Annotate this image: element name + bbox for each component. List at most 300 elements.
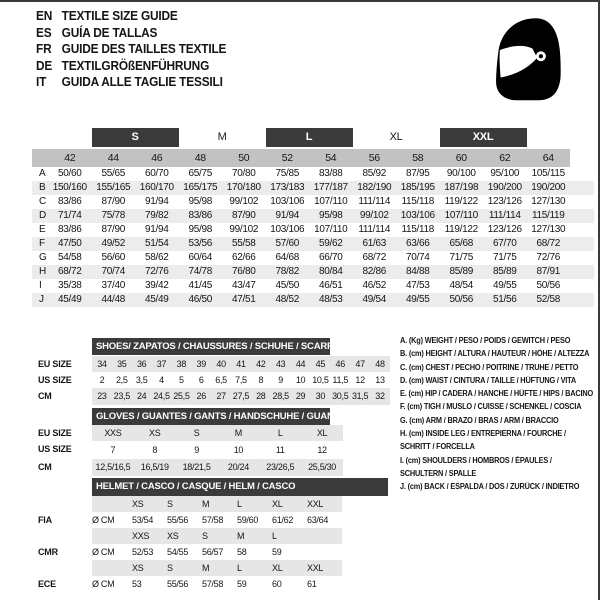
size-value: 10 — [233, 445, 244, 455]
legend-line: F. (cm) TIGH / MUSLO / CUISSE / SCHENKEL / COSCIA — [400, 402, 582, 412]
size-group-s: S — [92, 128, 179, 148]
size-value: 68/72 — [48, 265, 92, 279]
eu-size-48: 48 — [179, 148, 223, 167]
row-filler — [570, 167, 594, 181]
size-value: 170/180 — [222, 181, 266, 195]
size-value: 40 — [216, 359, 226, 369]
helmet-size-value: 57/58 — [202, 515, 224, 525]
gloves-section-header: GLOVES / GUANTES / GANTS / HANDSCHUHE / GUANTI — [92, 408, 330, 425]
size-value: 91/94 — [144, 196, 169, 207]
size-value: 68/72 — [362, 252, 387, 263]
size-value: 32 — [375, 391, 385, 401]
size-value: 74/78 — [179, 265, 223, 279]
size-value: 190/200 — [483, 181, 527, 195]
eu-size-64: 64 — [527, 148, 571, 167]
size-value: 150/160 — [48, 181, 92, 195]
size-value: 83/88 — [318, 168, 343, 179]
size-value: 87/95 — [405, 168, 430, 179]
size-group-m: M — [179, 128, 266, 148]
size-value: 44 — [295, 359, 306, 369]
row-label: G — [39, 252, 47, 263]
standard-label-fia: FIA — [38, 515, 52, 525]
size-value: 47/50 — [48, 237, 92, 251]
size-group-row — [32, 128, 594, 148]
size-value: 187/198 — [440, 181, 484, 195]
size-value: 44/48 — [92, 293, 136, 307]
legend-item — [400, 454, 600, 481]
legend-line: I. (cm) SHOULDERS / HOMBROS / ÉPAULES / — [400, 455, 552, 465]
size-value: 3,5 — [135, 375, 148, 385]
helmet-size-value: 56/57 — [202, 547, 224, 557]
helmet-size-value: 59 — [272, 547, 282, 557]
row-filler — [570, 293, 594, 307]
diameter-unit: Ø CM — [92, 515, 115, 525]
size-value: 82/86 — [353, 265, 397, 279]
row-label: I — [39, 280, 42, 291]
helmet-size-label: L — [272, 531, 277, 541]
size-value: 107/110 — [440, 209, 484, 223]
size-group-spacer — [527, 128, 571, 148]
size-value: 79/82 — [135, 209, 179, 223]
size-value: 48/52 — [266, 293, 310, 307]
helmet-sizes-row-fia — [92, 496, 342, 512]
size-value: 58/62 — [144, 252, 169, 263]
guide-title: GUÍA DE TALLAS — [61, 25, 158, 40]
size-value: 67/70 — [483, 237, 527, 251]
row-filler — [570, 265, 594, 279]
legend-item — [400, 361, 600, 374]
row-label: A — [39, 168, 46, 179]
size-value: 160/170 — [135, 181, 179, 195]
legend-item — [400, 374, 600, 387]
legend-line: C. (cm) CHEST / PECHO / POITRINE / TRUHE / PETTO — [400, 362, 579, 372]
unit-spacer — [92, 528, 132, 544]
size-value: 36 — [136, 359, 147, 369]
size-value: 70/74 — [405, 252, 430, 263]
size-value: 75/85 — [275, 168, 300, 179]
size-value: 12 — [355, 375, 365, 385]
size-value: 46 — [335, 359, 345, 369]
size-value: 115/119 — [527, 209, 571, 223]
legend-line: SCHRITT / FORCELLA — [400, 442, 475, 452]
size-value: 68/72 — [527, 237, 571, 251]
size-value: 80/84 — [309, 265, 353, 279]
size-value: 10 — [295, 375, 306, 385]
language-code: FR — [36, 42, 52, 56]
language-row — [36, 41, 226, 58]
helmet-size-label: XL — [272, 563, 283, 573]
legend-line: B. (cm) HEIGHT / ALTURA / HAUTEUR / HÖHE / ALTEZZA — [400, 349, 590, 359]
size-value: 60/70 — [144, 168, 169, 179]
measurement-row-E — [32, 223, 594, 237]
helmet-size-label: L — [237, 499, 242, 509]
size-value: 55/58 — [222, 237, 266, 251]
size-value: 83/86 — [57, 196, 82, 207]
size-value: 11 — [275, 445, 285, 455]
eu-size-50: 50 — [222, 148, 266, 167]
size-value: 49/52 — [92, 237, 136, 251]
size-value: 85/89 — [440, 265, 484, 279]
size-value: 85/89 — [483, 265, 527, 279]
size-value: 28,5 — [272, 391, 289, 401]
size-value: 34 — [97, 359, 107, 369]
legend-item — [400, 400, 600, 413]
side-label-us-size: US SIZE — [38, 444, 72, 454]
helmet-size-label: XXS — [132, 531, 150, 541]
helmet-size-value: 55/56 — [167, 579, 189, 589]
size-value: 59/62 — [309, 237, 353, 251]
size-row-cm — [92, 388, 390, 405]
helmet-size-value: 53 — [132, 579, 142, 589]
legend-line: E. (cm) HIP / CADERA / HANCHE / HÜFTE / HIPS / BACINO — [400, 389, 594, 399]
size-value: 9 — [194, 445, 199, 455]
eu-size-46: 46 — [135, 148, 179, 167]
size-value: 95/100 — [490, 168, 520, 179]
helmet-size-value: 61/62 — [272, 515, 294, 525]
legend-item — [400, 427, 600, 454]
size-value: 62/66 — [231, 252, 256, 263]
size-value: 45/49 — [135, 293, 179, 307]
eu-size-44: 44 — [92, 148, 136, 167]
language-row — [36, 8, 226, 25]
size-value: 46/51 — [318, 280, 343, 291]
size-value: 90/100 — [446, 168, 476, 179]
size-value: 41 — [236, 359, 246, 369]
size-value: 111/114 — [483, 209, 527, 223]
size-value: 61/63 — [353, 237, 397, 251]
legend-item — [400, 334, 600, 347]
size-value: 65/68 — [440, 237, 484, 251]
size-value: 41/45 — [188, 280, 213, 291]
size-value: 23 — [97, 391, 107, 401]
legend-item — [400, 480, 600, 493]
eu-size-60: 60 — [440, 148, 484, 167]
row-label: F — [32, 237, 48, 251]
size-value: 87/90 — [101, 196, 126, 207]
size-value: 28 — [256, 391, 266, 401]
size-value: 4 — [159, 375, 164, 385]
helmet-size-value: 59/60 — [237, 515, 259, 525]
helmet-size-label: L — [237, 563, 242, 573]
size-value: 85/92 — [362, 168, 387, 179]
size-value: 23,5 — [113, 391, 130, 401]
row-label: H — [32, 265, 48, 279]
side-label-eu-size: EU SIZE — [38, 359, 72, 369]
band-filler — [570, 148, 594, 167]
size-value: 83/86 — [57, 224, 82, 235]
size-row-us-size — [92, 441, 343, 459]
size-value: 99/102 — [229, 224, 259, 235]
legend-item — [400, 347, 600, 360]
size-value: 71/74 — [48, 209, 92, 223]
size-value: 103/106 — [396, 209, 440, 223]
size-group-l: L — [266, 128, 353, 148]
standard-label-cmr: CMR — [38, 547, 58, 557]
helmet-size-value: 54/55 — [167, 547, 189, 557]
size-row-eu-size — [92, 425, 343, 441]
guide-title: GUIDA ALLE TAGLIE TESSILI — [61, 75, 223, 89]
size-value: 107/110 — [314, 196, 348, 207]
size-value: 50/60 — [57, 168, 82, 179]
size-value: XL — [316, 428, 328, 438]
size-value: 127/130 — [531, 224, 566, 235]
helmet-size-label: M — [202, 563, 210, 573]
helmet-sizes-row-ece — [92, 560, 342, 576]
size-value: 50/56 — [440, 293, 484, 307]
size-value: XXS — [104, 428, 122, 438]
size-value: 29 — [295, 391, 306, 401]
size-value: 6,5 — [215, 375, 227, 385]
size-value: 66/70 — [318, 252, 343, 263]
size-value: 38 — [176, 359, 187, 369]
helmet-size-label: M — [202, 499, 210, 509]
helmet-size-value: 57/58 — [202, 579, 224, 589]
unit-spacer — [92, 496, 132, 512]
size-value: 10,5 — [312, 375, 329, 385]
eu-size-corner — [32, 148, 48, 167]
size-value: 30,5 — [332, 391, 349, 401]
size-value: 72/76 — [536, 252, 561, 263]
size-value: 46/50 — [179, 293, 223, 307]
size-value: 35 — [117, 359, 127, 369]
row-filler — [570, 251, 594, 265]
size-value: 123/126 — [487, 196, 522, 207]
size-value: 37 — [156, 359, 167, 369]
side-label-cm: CM — [38, 462, 52, 472]
size-value: 51/54 — [135, 237, 179, 251]
size-value: 105/115 — [531, 168, 565, 179]
size-value: 50/56 — [536, 280, 561, 291]
size-value: 111/114 — [358, 196, 391, 207]
helmet-section-header: HELMET / CASCO / CASQUE / HELM / CASCO — [92, 478, 388, 496]
size-value: 87/90 — [222, 209, 266, 223]
helmet-icon — [490, 15, 566, 105]
size-value: S — [193, 428, 200, 438]
measurement-row-I — [32, 279, 594, 293]
size-value: 76/80 — [222, 265, 266, 279]
helmet-size-label: XL — [272, 499, 283, 509]
size-value: 18/21,5 — [182, 462, 211, 472]
size-value: 70/74 — [92, 265, 136, 279]
eu-size-56: 56 — [353, 148, 397, 167]
size-group-xl: XL — [353, 128, 440, 148]
size-value: 45/50 — [275, 280, 300, 291]
size-value: 57/60 — [266, 237, 310, 251]
size-value: 7 — [110, 445, 116, 455]
size-value: 43 — [275, 359, 286, 369]
size-value: 2 — [99, 375, 105, 385]
guide-title: GUIDE DES TAILLES TEXTILE — [61, 42, 227, 56]
measurement-row-D — [32, 209, 594, 223]
helmet-size-label: XXL — [307, 563, 324, 573]
size-value: 39 — [196, 359, 206, 369]
eu-size-58: 58 — [396, 148, 440, 167]
size-value: 190/200 — [527, 181, 571, 195]
row-filler — [570, 279, 594, 293]
size-value: 49/55 — [492, 280, 517, 291]
size-value: 24 — [136, 391, 147, 401]
size-value: 25,5 — [173, 391, 190, 401]
size-value: 65/75 — [188, 168, 213, 179]
row-filler — [570, 237, 594, 251]
size-value: 31,5 — [351, 391, 369, 401]
size-value: 54/58 — [57, 252, 82, 263]
guide-title: TEXTILE SIZE GUIDE — [61, 9, 178, 23]
row-filler — [570, 223, 594, 237]
size-value: 107/110 — [314, 224, 348, 235]
side-label-eu-size: EU SIZE — [38, 428, 72, 438]
helmet-size-label: XS — [132, 499, 144, 509]
size-value: 71/75 — [492, 252, 517, 263]
size-value: 91/94 — [144, 224, 169, 235]
legend-line: G. (cm) ARM / BRAZO / BRAS / ARM / BRACCIO — [400, 415, 559, 425]
unit-spacer — [92, 560, 132, 576]
row-label: J — [32, 293, 48, 307]
size-value: 72/76 — [135, 265, 179, 279]
size-value: 2,5 — [115, 375, 128, 385]
diameter-unit: Ø CM — [92, 547, 115, 557]
textile-size-table — [32, 128, 594, 307]
size-value: 111/114 — [358, 224, 391, 235]
size-value: L — [277, 428, 283, 438]
size-value: 46/52 — [362, 280, 387, 291]
helmet-size-value: 58 — [237, 547, 247, 557]
size-value: 123/126 — [487, 224, 522, 235]
size-value: 155/165 — [92, 181, 136, 195]
eu-size-row — [32, 148, 594, 167]
size-value: 6 — [198, 375, 204, 385]
row-label: D — [32, 209, 48, 223]
size-value: 8 — [258, 375, 264, 385]
size-value: 45 — [315, 359, 326, 369]
size-value: XS — [149, 428, 161, 438]
size-value: 75/78 — [92, 209, 136, 223]
size-value: 35/38 — [57, 280, 82, 291]
eu-size-42: 42 — [48, 148, 92, 167]
language-code: IT — [36, 75, 47, 89]
language-row — [36, 25, 226, 42]
helmet-size-value: 63/64 — [307, 515, 329, 525]
size-value: 84/88 — [396, 265, 440, 279]
measurement-row-J — [32, 293, 594, 307]
size-value: 99/102 — [353, 209, 397, 223]
size-row-eu-size — [92, 356, 390, 372]
top-edge-line — [0, 0, 600, 2]
helmet-values-row-ece — [92, 576, 342, 592]
size-value: 119/122 — [444, 224, 478, 235]
size-value: 30 — [315, 391, 326, 401]
helmet-size-label — [307, 528, 342, 544]
size-value: 51/56 — [483, 293, 527, 307]
size-value: 27 — [216, 391, 226, 401]
size-value: 56/60 — [101, 252, 126, 263]
size-value: 119/122 — [444, 196, 478, 207]
helmet-size-value: 55/56 — [167, 515, 189, 525]
size-value: 52/58 — [527, 293, 571, 307]
eu-size-62: 62 — [483, 148, 527, 167]
row-label: C — [39, 196, 46, 207]
size-value: 64/68 — [275, 252, 300, 263]
size-value: 45/49 — [48, 293, 92, 307]
size-value: 47/53 — [405, 280, 430, 291]
size-value: 95/98 — [309, 209, 353, 223]
row-label: B — [32, 181, 48, 195]
side-label-cm: CM — [38, 391, 52, 401]
legend-item — [400, 387, 600, 400]
helmet-size-label: M — [237, 531, 245, 541]
size-value: 12 — [317, 445, 327, 455]
size-value: 127/130 — [531, 196, 566, 207]
size-value: 55/65 — [101, 168, 126, 179]
size-value: 103/106 — [270, 196, 305, 207]
helmet-size-label: S — [202, 531, 208, 541]
size-row-us-size — [92, 372, 390, 388]
language-title-list — [36, 8, 226, 91]
eu-size-52: 52 — [266, 148, 310, 167]
size-value: 24,5 — [153, 391, 170, 401]
size-value: 20/24 — [227, 462, 249, 472]
helmet-size-label: XS — [167, 531, 179, 541]
size-value: 9 — [278, 375, 284, 385]
measurement-row-C — [32, 195, 594, 209]
measurement-row-G — [32, 251, 594, 265]
guide-title: TEXTILGRÖßENFÜHRUNG — [61, 58, 210, 73]
size-value: 25,5/30 — [308, 462, 337, 472]
size-value: 27,5 — [232, 391, 250, 401]
size-value: 83/86 — [179, 209, 223, 223]
size-value: 103/106 — [270, 224, 305, 235]
size-value: 70/80 — [231, 168, 256, 179]
helmet-size-label: XS — [132, 563, 144, 573]
size-value: 95/98 — [188, 224, 213, 235]
size-value: 12,5/16,5 — [95, 462, 131, 472]
side-label-us-size: US SIZE — [38, 375, 72, 385]
size-value: 95/98 — [188, 196, 213, 207]
size-group-xxl: XXL — [440, 128, 527, 148]
helmet-size-value: 61 — [307, 579, 317, 589]
size-value: 11,5 — [332, 375, 349, 385]
language-row — [36, 58, 226, 75]
legend-line: SCHULTERN / SPALLE — [400, 468, 477, 478]
size-value: 63/66 — [396, 237, 440, 251]
eu-size-54: 54 — [309, 148, 353, 167]
measurement-row-H — [32, 265, 594, 279]
helmet-size-label: XXL — [307, 499, 324, 509]
size-value: 60/64 — [188, 252, 213, 263]
size-value: 91/94 — [266, 209, 310, 223]
size-value: 53/56 — [179, 237, 223, 251]
helmet-size-value: 60 — [272, 579, 282, 589]
language-code: EN — [36, 9, 53, 23]
size-value: 115/118 — [401, 224, 435, 235]
size-value: 39/42 — [144, 280, 169, 291]
measurement-row-B — [32, 181, 594, 195]
size-value: M — [234, 428, 242, 438]
size-value: 43/47 — [231, 280, 256, 291]
size-value: 87/91 — [527, 265, 571, 279]
size-value: 49/55 — [396, 293, 440, 307]
size-value: 173/183 — [266, 181, 310, 195]
helmet-size-label: S — [167, 499, 173, 509]
helmet-size-value: 53/54 — [132, 515, 154, 525]
standard-label-ece: ECE — [38, 579, 56, 589]
size-value: 48/53 — [309, 293, 353, 307]
size-value: 115/118 — [401, 196, 435, 207]
size-row-cm — [92, 459, 343, 476]
helmet-size-value — [307, 544, 342, 560]
helmet-values-row-cmr — [92, 544, 342, 560]
row-filler — [570, 195, 594, 209]
